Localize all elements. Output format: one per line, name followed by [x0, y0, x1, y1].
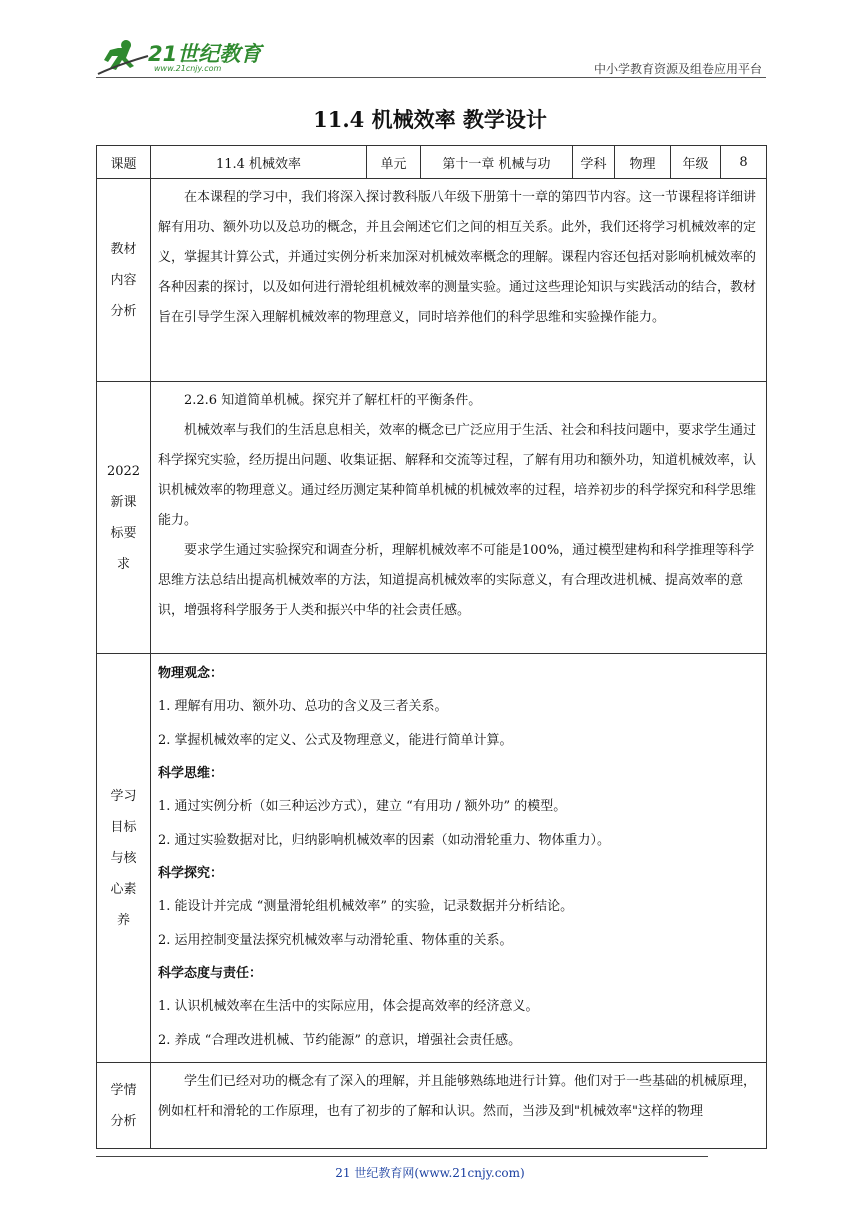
objectives-label: 学习 目标 与核 心素 养 — [97, 654, 151, 1063]
section-heading: 科学探究： — [158, 866, 224, 881]
standard-paragraph: 机械效率与我们的生活息息相关，效率的概念已广泛应用于生活、社会和科技问题中，要求学生通过科学探究实验，经历提出问题、收集证据、解释和交流等过程，了解有用功和额外功，知道机械效率，认识机械效率的物理意义。通过经历测定某种简单机械的机械效率的过程，培养初步的科学探究和科学思维能力。 — [158, 423, 757, 528]
subject-label: 学科 — [573, 146, 615, 179]
learner-analysis-text: 学生们已经对功的概念有了深入的理解，并且能够熟练地进行计算。他们对于一些基础的机械原理，例如杠杆和滑轮的工作原理，也有了初步的了解和认识。然而，当涉及到"机械效率"这样的物理 — [158, 1074, 757, 1119]
objectives-content — [151, 654, 767, 1063]
objectives-row — [97, 654, 767, 1063]
topic-label: 课题 — [97, 146, 151, 179]
topic-value: 11.4 机械效率 — [151, 146, 367, 179]
section-heading: 物理观念： — [158, 666, 224, 681]
learner-analysis-label: 学情 分析 — [97, 1063, 151, 1149]
info-row — [97, 146, 767, 179]
lesson-plan-table — [96, 145, 767, 1149]
platform-name: 中小学教育资源及组卷应用平台 — [593, 62, 762, 76]
standard-paragraph: 2.2.6 知道简单机械。探究并了解杠杆的平衡条件。 — [184, 393, 482, 408]
curriculum-standard-row — [97, 382, 767, 654]
curriculum-standard-content — [151, 382, 767, 654]
textbook-analysis-label: 教材 内容 分析 — [97, 179, 151, 382]
page-title: 11.4 机械效率 教学设计 — [313, 107, 547, 132]
textbook-analysis-text: 在本课程的学习中，我们将深入探讨教科版八年级下册第十一章的第四节内容。这一节课程将详细讲解有用功、额外功以及总功的概念，并且会阐述它们之间的相互关系。此外，我们还将学习机械效率的定义，掌握其计算公式，并通过实例分析来加深对机械效率概念的理解。课程内容还包括对影响机械效率的各种因素的探讨，以及如何进行滑轮组机械效率的测量实验。通过这些理论知识与实践活动的结合，教材旨在引导学生深入理解机械效率的物理意义，同时培养他们的科学思维和实验操作能力。 — [158, 190, 757, 325]
footer-link[interactable]: 21 世纪教育网(www.21cnjy.com) — [335, 1166, 525, 1180]
objective-item: 1. 能设计并完成 “测量滑轮组机械效率” 的实验，记录数据并分析结论。 — [158, 899, 574, 914]
textbook-analysis-row — [97, 179, 767, 382]
objective-item: 1. 理解有用功、额外功、总功的含义及三者关系。 — [158, 699, 448, 714]
logo-url: www.21cnjy.com — [154, 64, 222, 73]
page-header — [96, 30, 766, 80]
objective-item: 2. 运用控制变量法探究机械效率与动滑轮重、物体重的关系。 — [158, 933, 513, 948]
learner-analysis-row — [97, 1063, 767, 1149]
unit-value: 第十一章 机械与功 — [421, 146, 573, 179]
subject-value: 物理 — [615, 146, 671, 179]
grade-label: 年级 — [671, 146, 721, 179]
section-heading: 科学态度与责任： — [158, 966, 263, 981]
textbook-analysis-content — [151, 179, 767, 382]
unit-label: 单元 — [367, 146, 421, 179]
header-divider — [96, 77, 766, 78]
objective-item: 2. 通过实验数据对比，归纳影响机械效率的因素（如动滑轮重力、物体重力）。 — [158, 833, 611, 848]
objective-item: 2. 养成 “合理改进机械、节约能源” 的意识，增强社会责任感。 — [158, 1033, 522, 1048]
curriculum-standard-label: 2022 新课 标要 求 — [97, 382, 151, 654]
footer-divider — [96, 1156, 708, 1157]
objective-item: 1. 认识机械效率在生活中的实际应用，体会提高效率的经济意义。 — [158, 999, 539, 1014]
section-heading: 科学思维： — [158, 766, 224, 781]
standard-paragraph: 要求学生通过实验探究和调查分析，理解机械效率不可能是100%，通过模型建构和科学推理等科学思维方法总结出提高机械效率的方法，知道提高机械效率的实际意义，有合理改进机械、提高效率的意识，增强将科学服务于人类和振兴中华的社会责任感。 — [158, 543, 755, 618]
logo-text: 21世纪教育 — [148, 42, 262, 66]
grade-value: 8 — [721, 146, 767, 179]
objective-item: 2. 掌握机械效率的定义、公式及物理意义，能进行简单计算。 — [158, 733, 513, 748]
learner-analysis-content — [151, 1063, 767, 1149]
objective-item: 1. 通过实例分析（如三种运沙方式），建立 “有用功 / 额外功” 的模型。 — [158, 799, 567, 814]
runner-logo-icon — [96, 34, 150, 78]
logo — [96, 34, 266, 78]
